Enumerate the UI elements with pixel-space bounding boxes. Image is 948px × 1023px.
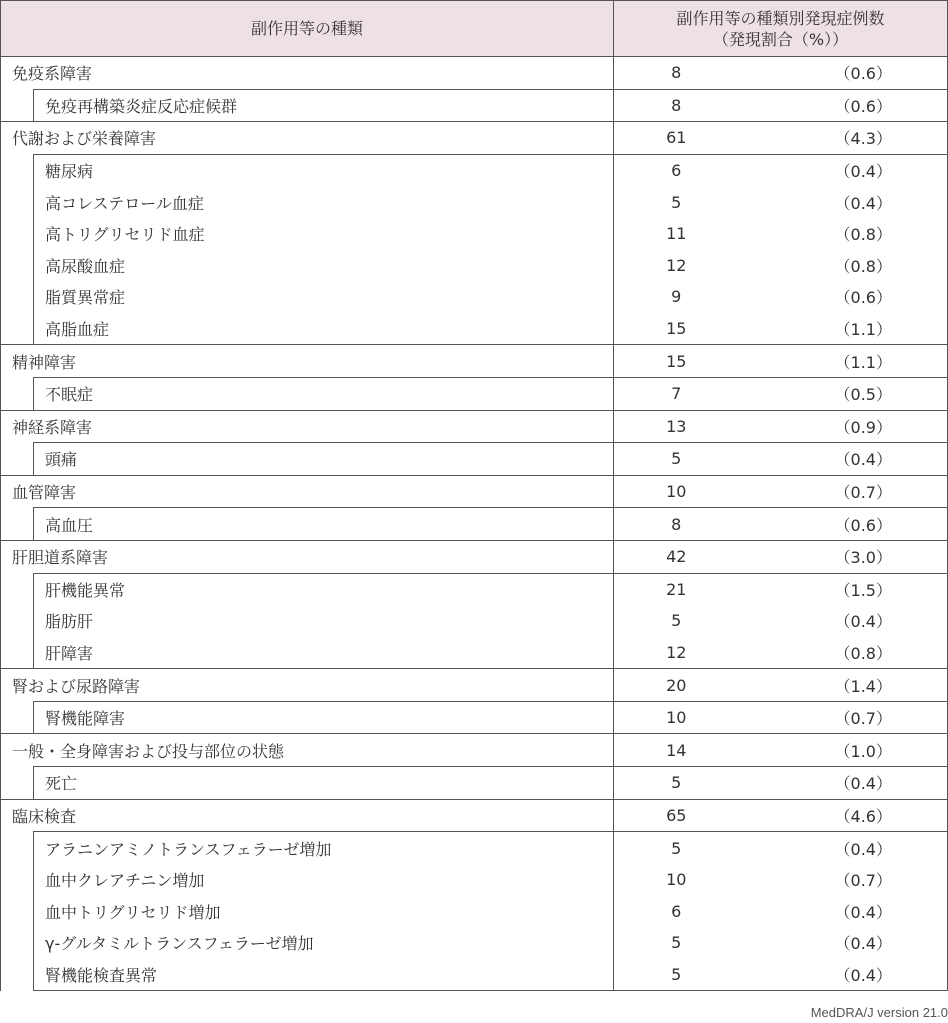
reaction-percentage: （0.4） xyxy=(739,927,948,959)
category-name: 血管障害 xyxy=(1,475,614,508)
category-percentage: （4.3） xyxy=(739,122,948,155)
header-reaction-type: 副作用等の種類 xyxy=(1,1,614,57)
reaction-percentage: （0.6） xyxy=(739,89,948,122)
reaction-row xyxy=(1,701,948,734)
reaction-count: 10 xyxy=(614,864,739,896)
category-row xyxy=(1,799,948,832)
indent-cell xyxy=(1,573,34,669)
reaction-row xyxy=(1,443,948,476)
category-count: 14 xyxy=(614,734,739,767)
reaction-percentage: （0.4） xyxy=(739,186,948,218)
table-header xyxy=(1,1,948,57)
indent-cell xyxy=(1,377,34,410)
reaction-percentage: （0.4） xyxy=(739,832,948,864)
category-row xyxy=(1,475,948,508)
category-row xyxy=(1,734,948,767)
reaction-count: 12 xyxy=(614,637,739,669)
reaction-count: 15 xyxy=(614,313,739,345)
reaction-percentage: （0.8） xyxy=(739,637,948,669)
reaction-name: 肝機能異常 xyxy=(34,573,614,605)
reaction-percentage: （0.4） xyxy=(739,895,948,927)
category-percentage: （1.4） xyxy=(739,669,948,702)
reaction-percentage: （0.7） xyxy=(739,864,948,896)
category-name: 代謝および栄養障害 xyxy=(1,122,614,155)
reaction-percentage: （0.4） xyxy=(739,154,948,186)
category-count: 20 xyxy=(614,669,739,702)
reaction-row xyxy=(1,186,948,218)
indent-cell xyxy=(1,701,34,734)
reaction-count: 6 xyxy=(614,154,739,186)
reaction-row xyxy=(1,637,948,669)
reaction-count: 5 xyxy=(614,927,739,959)
reaction-count: 10 xyxy=(614,701,739,734)
reaction-count: 5 xyxy=(614,959,739,991)
category-count: 65 xyxy=(614,799,739,832)
category-name: 肝胆道系障害 xyxy=(1,540,614,573)
header-case-count xyxy=(614,1,948,57)
reaction-row xyxy=(1,281,948,313)
table-body xyxy=(1,57,948,991)
reaction-name: 高コレステロール血症 xyxy=(34,186,614,218)
reaction-name: 糖尿病 xyxy=(34,154,614,186)
header-case-count-line2: （発現割合（%）） xyxy=(712,29,849,49)
reaction-name: 死亡 xyxy=(34,767,614,800)
header-case-count-line1: 副作用等の種類別発現症例数 xyxy=(676,8,885,28)
reaction-row xyxy=(1,605,948,637)
reaction-name: アラニンアミノトランスフェラーゼ増加 xyxy=(34,832,614,864)
reaction-count: 6 xyxy=(614,895,739,927)
indent-cell xyxy=(1,443,34,476)
meddra-version-footnote: MedDRA/J version 21.0 xyxy=(810,1005,948,1020)
category-count: 42 xyxy=(614,540,739,573)
reaction-percentage: （0.4） xyxy=(739,443,948,476)
reaction-row xyxy=(1,864,948,896)
category-count: 10 xyxy=(614,475,739,508)
reaction-count: 5 xyxy=(614,832,739,864)
reaction-count: 5 xyxy=(614,605,739,637)
reaction-percentage: （0.4） xyxy=(739,767,948,800)
reaction-name: 高血圧 xyxy=(34,508,614,541)
reaction-percentage: （0.6） xyxy=(739,508,948,541)
category-row xyxy=(1,122,948,155)
reaction-name: 免疫再構築炎症反応症候群 xyxy=(34,89,614,122)
reaction-row xyxy=(1,218,948,250)
reaction-name: 血中クレアチニン増加 xyxy=(34,864,614,896)
category-name: 免疫系障害 xyxy=(1,57,614,90)
reaction-percentage: （0.6） xyxy=(739,281,948,313)
category-percentage: （0.7） xyxy=(739,475,948,508)
reaction-percentage: （0.5） xyxy=(739,377,948,410)
reaction-row xyxy=(1,573,948,605)
reaction-name: 腎機能障害 xyxy=(34,701,614,734)
reaction-name: 高トリグリセリド血症 xyxy=(34,218,614,250)
reaction-percentage: （1.1） xyxy=(739,313,948,345)
reaction-count: 7 xyxy=(614,377,739,410)
indent-cell xyxy=(1,508,34,541)
reaction-row xyxy=(1,767,948,800)
reaction-percentage: （1.5） xyxy=(739,573,948,605)
reaction-row xyxy=(1,313,948,345)
category-count: 61 xyxy=(614,122,739,155)
category-percentage: （0.9） xyxy=(739,410,948,443)
category-name: 一般・全身障害および投与部位の状態 xyxy=(1,734,614,767)
reaction-row xyxy=(1,927,948,959)
category-percentage: （0.6） xyxy=(739,57,948,90)
category-count: 15 xyxy=(614,345,739,378)
reaction-name: 腎機能検査異常 xyxy=(34,959,614,991)
category-count: 8 xyxy=(614,57,739,90)
indent-cell xyxy=(1,832,34,991)
reaction-row xyxy=(1,895,948,927)
indent-cell xyxy=(1,89,34,122)
reaction-count: 12 xyxy=(614,250,739,282)
reaction-count: 8 xyxy=(614,89,739,122)
category-name: 神経系障害 xyxy=(1,410,614,443)
reaction-row xyxy=(1,832,948,864)
reaction-row xyxy=(1,250,948,282)
category-name: 精神障害 xyxy=(1,345,614,378)
reaction-row xyxy=(1,959,948,991)
reaction-percentage: （0.8） xyxy=(739,250,948,282)
reaction-count: 5 xyxy=(614,767,739,800)
reaction-row xyxy=(1,377,948,410)
category-name: 腎および尿路障害 xyxy=(1,669,614,702)
category-count: 13 xyxy=(614,410,739,443)
reaction-percentage: （0.8） xyxy=(739,218,948,250)
category-row xyxy=(1,410,948,443)
category-percentage: （3.0） xyxy=(739,540,948,573)
reaction-count: 8 xyxy=(614,508,739,541)
indent-cell xyxy=(1,154,34,345)
category-percentage: （4.6） xyxy=(739,799,948,832)
reaction-percentage: （0.4） xyxy=(739,605,948,637)
category-row xyxy=(1,57,948,90)
category-percentage: （1.0） xyxy=(739,734,948,767)
category-name: 臨床検査 xyxy=(1,799,614,832)
reaction-name: 血中トリグリセリド増加 xyxy=(34,895,614,927)
category-row xyxy=(1,540,948,573)
reaction-name: 頭痛 xyxy=(34,443,614,476)
reaction-count: 9 xyxy=(614,281,739,313)
reaction-row xyxy=(1,508,948,541)
reaction-name: 肝障害 xyxy=(34,637,614,669)
reaction-name: γ-グルタミルトランスフェラーゼ増加 xyxy=(34,927,614,959)
reaction-name: 脂質異常症 xyxy=(34,281,614,313)
reaction-count: 5 xyxy=(614,443,739,476)
indent-cell xyxy=(1,767,34,800)
reaction-name: 高尿酸血症 xyxy=(34,250,614,282)
reaction-count: 5 xyxy=(614,186,739,218)
reaction-name: 脂肪肝 xyxy=(34,605,614,637)
reaction-name: 高脂血症 xyxy=(34,313,614,345)
reaction-name: 不眠症 xyxy=(34,377,614,410)
category-percentage: （1.1） xyxy=(739,345,948,378)
reaction-percentage: （0.7） xyxy=(739,701,948,734)
reaction-count: 21 xyxy=(614,573,739,605)
reaction-percentage: （0.4） xyxy=(739,959,948,991)
category-row xyxy=(1,345,948,378)
reaction-count: 11 xyxy=(614,218,739,250)
category-row xyxy=(1,669,948,702)
reaction-row xyxy=(1,89,948,122)
reaction-row xyxy=(1,154,948,186)
